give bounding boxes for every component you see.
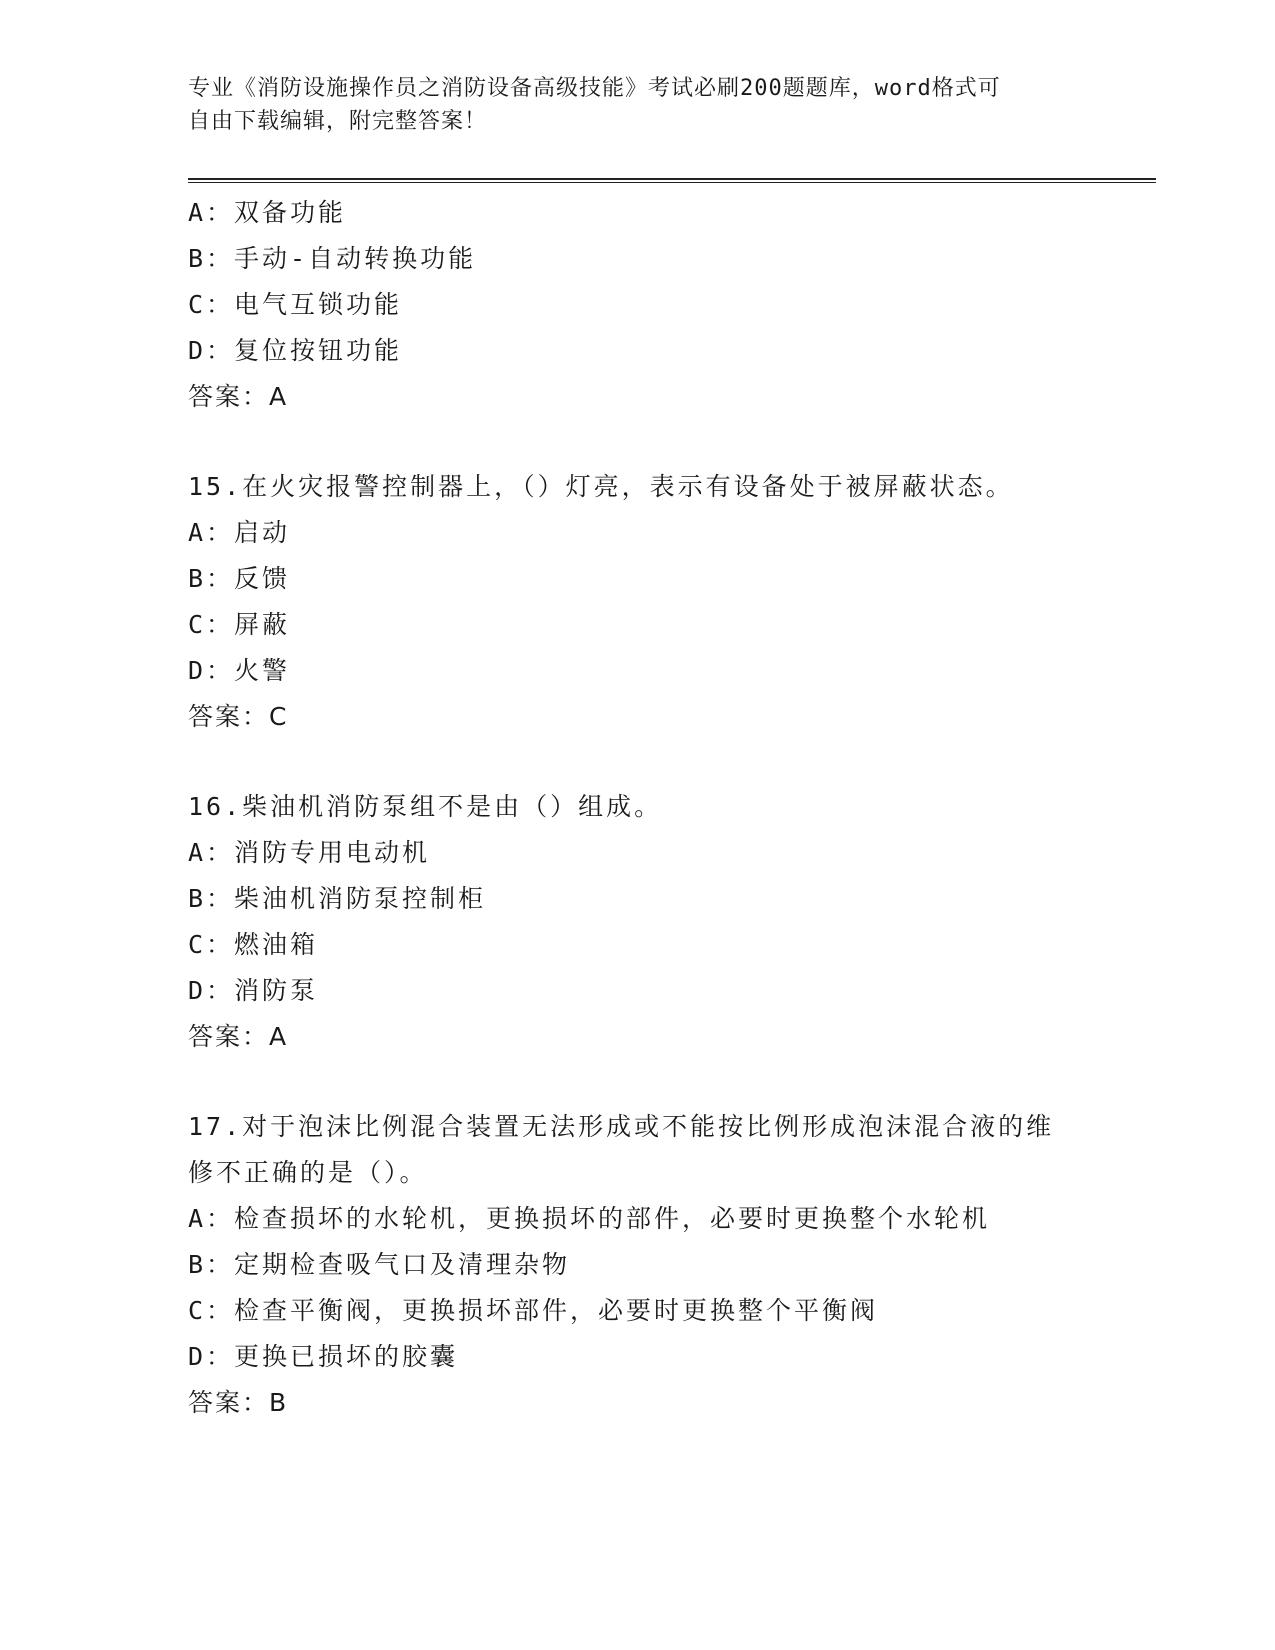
document-header <box>188 72 1088 138</box>
question-14-continuation <box>188 190 1148 420</box>
answer: 答案：C <box>188 702 289 731</box>
question-stem: 16.柴油机消防泵组不是由（）组成。 <box>188 792 663 821</box>
header-line-2: 自由下载编辑，附完整答案！ <box>188 109 488 134</box>
question-17 <box>188 1104 1148 1426</box>
answer: 答案：B <box>188 1388 289 1417</box>
option-a: A：双备功能 <box>188 198 347 227</box>
option-d: D：复位按钮功能 <box>188 336 403 365</box>
option-b: B：柴油机消防泵控制柜 <box>188 884 487 913</box>
answer: 答案：A <box>188 382 289 411</box>
option-c: C：燃油箱 <box>188 930 319 959</box>
header-line-1: 专业《消防设施操作员之消防设备高级技能》考试必刷200题题库，word格式可 <box>188 76 1001 101</box>
option-b: B：反馈 <box>188 564 291 593</box>
option-a: A：启动 <box>188 518 291 547</box>
option-d: D：更换已损坏的胶囊 <box>188 1342 459 1371</box>
question-list <box>188 190 1148 1426</box>
option-c: C：电气互锁功能 <box>188 290 403 319</box>
question-16 <box>188 784 1148 1060</box>
option-b: B：定期检查吸气口及清理杂物 <box>188 1250 571 1279</box>
question-15 <box>188 464 1148 740</box>
answer: 答案：A <box>188 1022 289 1051</box>
option-c: C：屏蔽 <box>188 610 291 639</box>
question-stem-line-1: 17.对于泡沫比例混合装置无法形成或不能按比例形成泡沫混合液的维 <box>188 1112 1055 1141</box>
option-a: A：检查损坏的水轮机，更换损坏的部件，必要时更换整个水轮机 <box>188 1204 991 1233</box>
option-c: C：检查平衡阀，更换损坏部件，必要时更换整个平衡阀 <box>188 1296 879 1325</box>
header-divider <box>188 178 1156 183</box>
option-a: A：消防专用电动机 <box>188 838 431 867</box>
question-stem: 15.在火灾报警控制器上，（）灯亮，表示有设备处于被屏蔽状态。 <box>188 472 1014 501</box>
option-d: D：消防泵 <box>188 976 319 1005</box>
option-d: D：火警 <box>188 656 291 685</box>
option-b: B：手动-自动转换功能 <box>188 244 477 273</box>
question-stem-line-2: 修不正确的是（）。 <box>188 1158 428 1187</box>
